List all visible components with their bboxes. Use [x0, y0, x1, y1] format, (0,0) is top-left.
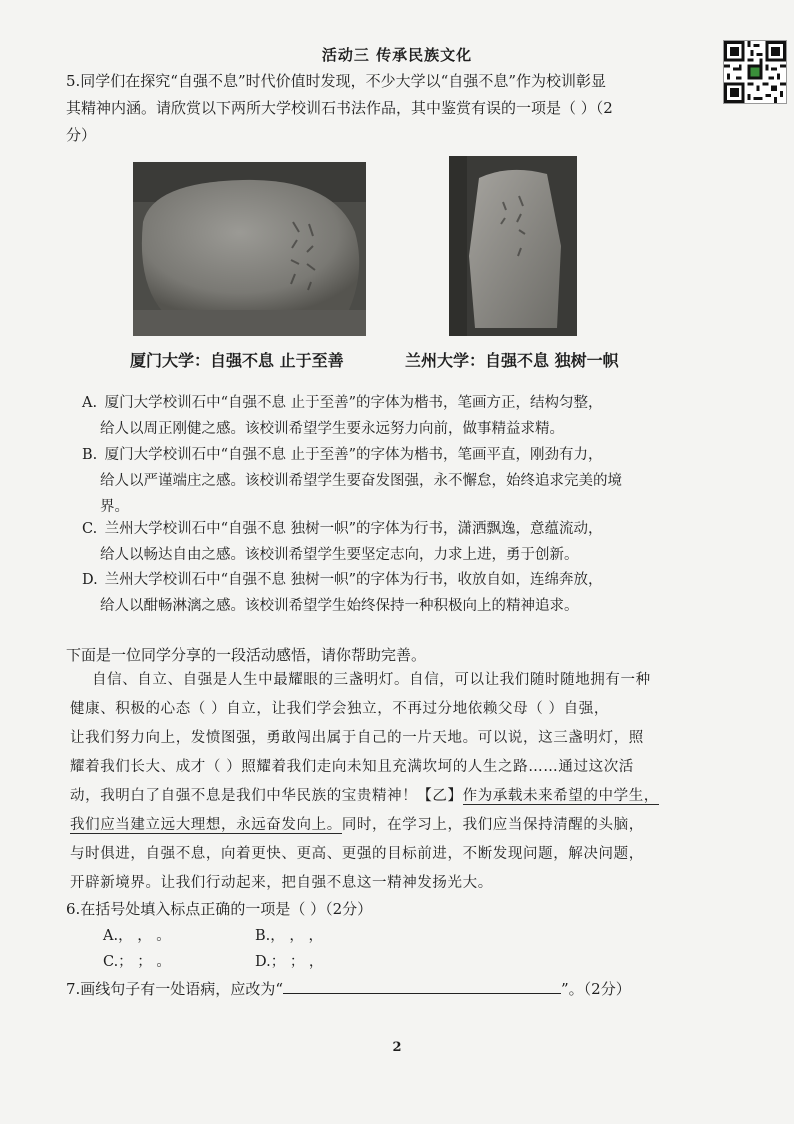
question-5-stem: 5.同学们在探究“自强不息”时代价值时发现，不少大学以“自强不息”作为校训彰显 其精神内涵。请欣赏以下两所大学校训石书法作品，其中鉴赏有误的一项是（ ）（2 分） — [66, 72, 613, 144]
question-6-stem: 6.在括号处填入标点正确的一项是（ ）（2分） — [66, 900, 373, 918]
lanzhou-university-stone-photo — [449, 156, 577, 336]
option-6-c[interactable]: C.； ； 。 — [103, 954, 171, 970]
option-5-d[interactable]: D. 兰州大学校训石中“自强不息 独树一帜”的字体为行书，收放自如，连绵奔放， 给人以酣畅淋漓之感。该校训希望学生始终保持一种积极向上的精神追求。 — [82, 572, 603, 614]
passage-line-8: 开辟新境界。让我们行动起来，把自强不息这一精神发扬光大。 — [70, 875, 493, 891]
section-title: 活动三 传承民族文化 — [321, 46, 473, 64]
underlined-sentence-part-2: 我们应当建立远大理想，永远奋发向上。 — [70, 817, 342, 833]
caption-lanzhou: 兰州大学：自强不息 独树一帜 — [405, 351, 619, 370]
option-6-d[interactable]: D.； ； ， — [255, 954, 324, 970]
caption-xiamen: 厦门大学：自强不息 止于至善 — [130, 351, 344, 370]
option-6-a[interactable]: A.， ， 。 — [103, 928, 171, 944]
underlined-sentence-part-1: 作为承载未来希望的中学生， — [462, 788, 659, 804]
passage-line-6: 我们应当建立远大理想，永远奋发向上。同时，在学习上，我们应当保持清醒的头脑， — [70, 817, 644, 833]
qr-code-icon — [723, 40, 787, 104]
passage-line-7: 与时俱进，自强不息，向着更快、更高、更强的目标前进，不断发现问题，解决问题， — [70, 846, 644, 862]
xiamen-university-stone-photo — [133, 162, 366, 336]
option-5-a[interactable]: A. 厦门大学校训石中“自强不息 止于至善”的字体为楷书，笔画方正，结构匀整， 给人以周正刚健之感。该校训希望学生要永远努力向前，做事精益求精。 — [82, 395, 603, 437]
passage-line-1: 自信、自立、自强是人生中最耀眼的三盏明灯。自信，可以让我们随时随地拥有一种 — [92, 672, 651, 688]
answer-blank-input[interactable] — [283, 979, 561, 994]
page-number: 2 — [392, 1040, 402, 1055]
passage-line-2: 健康、积极的心态（ ）自立，让我们学会独立，不再过分地依赖父母（ ）自强， — [70, 701, 609, 717]
option-6-b[interactable]: B.， ， ， — [255, 928, 323, 944]
passage-line-4: 耀着我们长大、成才（ ）照耀着我们走向未知且充满坎坷的人生之路……通过这次活 — [70, 759, 634, 775]
passage-line-3: 让我们努力向上，发愤图强，勇敢闯出属于自己的一片天地。可以说，这三盏明灯，照 — [70, 730, 644, 746]
option-5-b[interactable]: B. 厦门大学校训石中“自强不息 止于至善”的字体为楷书，笔画平直，刚劲有力， 给人以严谨端庄之感。该校训希望学生要奋发图强，永不懈怠，始终追求完美的境 界。 — [82, 447, 622, 515]
question-7-stem: 7.画线句子有一处语病，应改为“ ”。（2分） — [66, 980, 631, 998]
passage-line-5: 动，我明白了自强不息是我们中华民族的宝贵精神！【乙】作为承载未来希望的中学生， — [70, 788, 659, 804]
option-5-c[interactable]: C. 兰州大学校训石中“自强不息 独树一帜”的字体为行书，潇洒飘逸，意蕴流动， 给人以畅达自由之感。该校训希望学生要坚定志向，力求上进，勇于创新。 — [82, 521, 603, 563]
passage-intro: 下面是一位同学分享的一段活动感悟，请你帮助完善。 — [66, 646, 427, 664]
